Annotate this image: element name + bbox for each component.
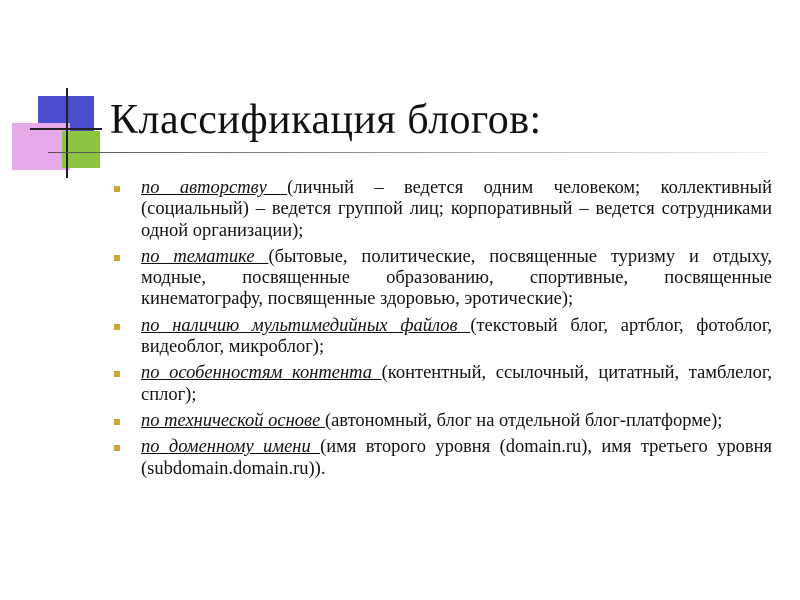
slide-title: Классификация блогов: [110, 97, 542, 143]
list-item-multimedia [112, 316, 772, 359]
list-item-authorship [112, 178, 772, 242]
item-term: по авторству [141, 178, 288, 198]
vertical-line-decoration [66, 88, 68, 178]
bullet-icon [114, 371, 120, 377]
item-term: по наличию мультимедийных файлов [141, 315, 471, 336]
horizontal-line-decoration [30, 128, 102, 130]
item-description: (автономный, блог на отдельной блог-платформе); [324, 410, 723, 431]
list-item-topic [112, 247, 772, 311]
list-item-content [112, 363, 772, 406]
item-description: (имя второго уровня (domain.ru), имя третьего уровня (subdomain.domain.ru)). [141, 437, 772, 479]
title-divider [48, 152, 768, 153]
item-description: (текстовый блог, артблог, фотоблог, видеоблог, микроблог); [141, 315, 772, 358]
bullet-icon [114, 186, 120, 192]
item-description: (личный – ведется одним человеком; коллективный (социальный) – ведется группой лиц; корпоративный – ведется сотрудниками одной организации); [141, 178, 772, 241]
item-term: по тематике [141, 246, 269, 267]
classification-list [112, 178, 772, 485]
item-term: по доменному имени [141, 437, 321, 458]
bullet-icon [114, 255, 120, 261]
item-term: по особенностям контента [141, 363, 382, 384]
list-item-technical [112, 411, 772, 432]
bullet-icon [114, 419, 120, 425]
item-description: (контентный, ссылочный, цитатный, тамблелог, сплог); [141, 363, 773, 405]
bullet-icon [114, 324, 120, 330]
item-description: (бытовые, политические, посвященные туризму и отдыху, модные, посвященные образованию, спортивные, посвященные кинематографу, посвященные здоровью, эротические); [141, 246, 773, 310]
bullet-icon [114, 445, 120, 451]
item-term: по технической основе [141, 410, 325, 431]
list-item-domain [112, 437, 772, 480]
